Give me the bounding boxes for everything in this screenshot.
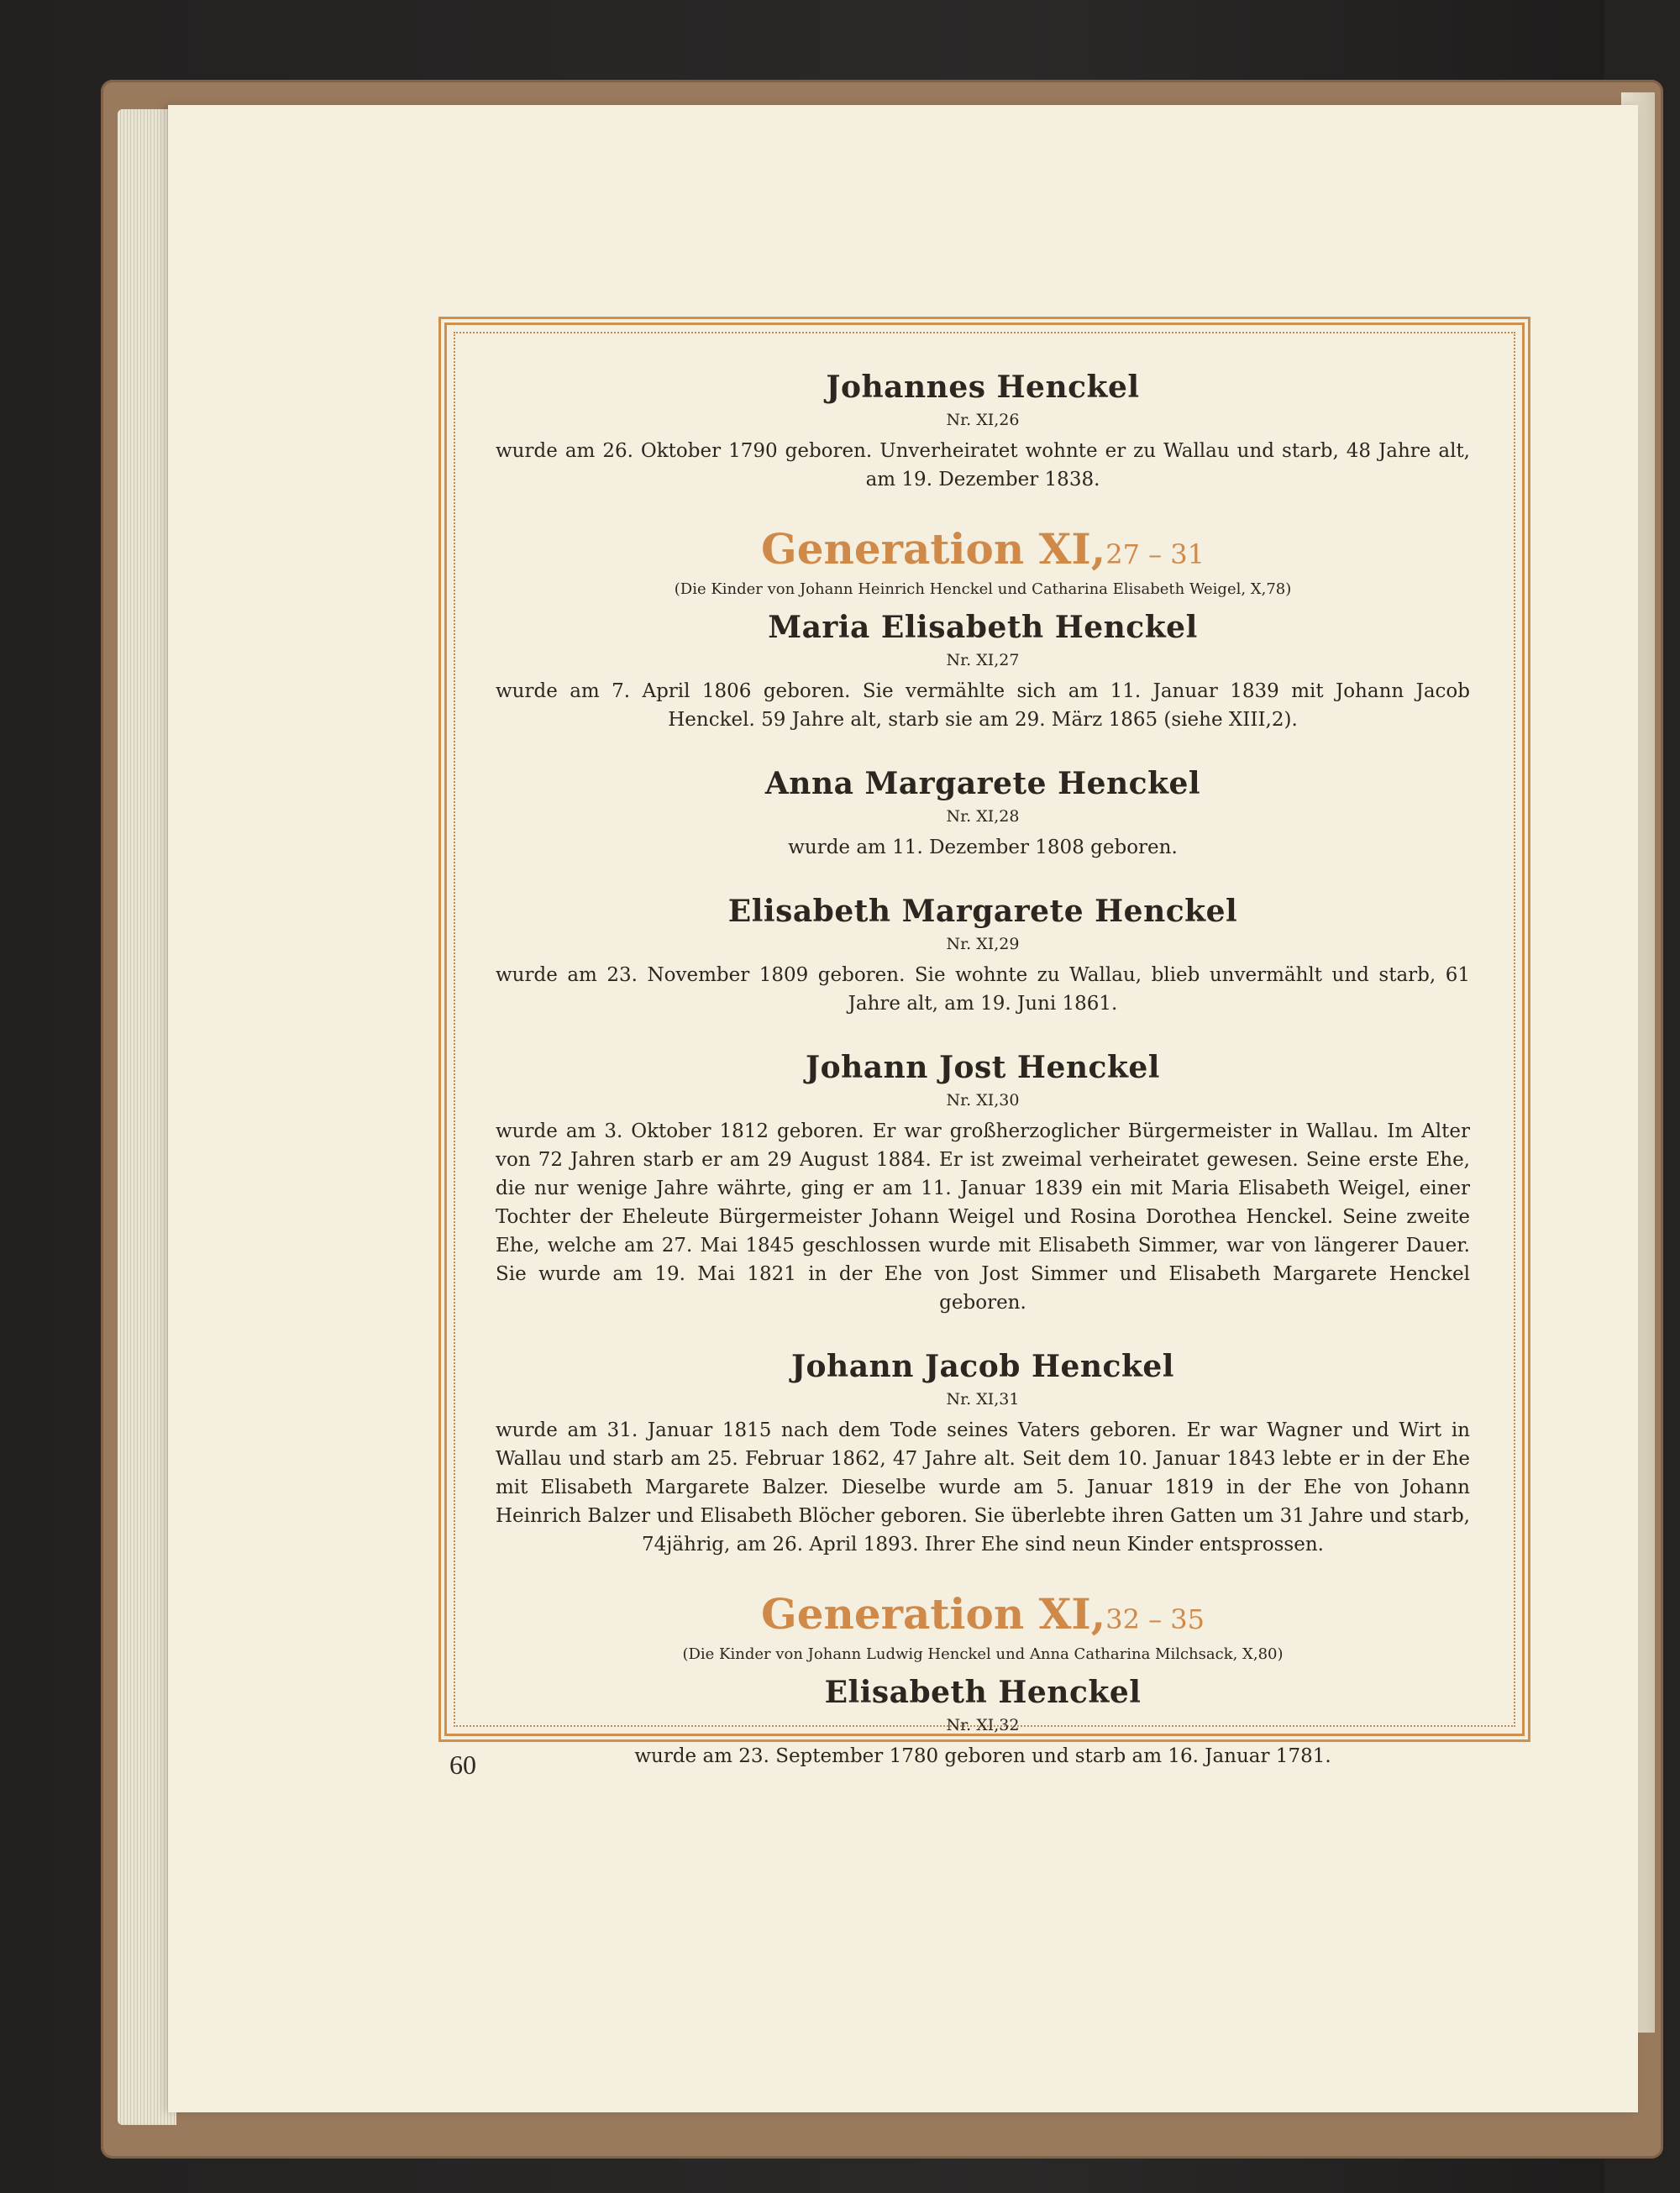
- generation-title: Generation XI,: [761, 1588, 1106, 1639]
- entry-text: wurde am 7. April 1806 geboren. Sie vermählte sich am 11. Januar 1839 mit Johann Jacob Henckel. 59 Jahre alt, starb sie am 29. März 1865 (siehe XIII,2).: [496, 679, 1470, 731]
- entry-text: wurde am 3. Oktober 1812 geboren. Er war großherzoglicher Bürgermeister in Wallau. Im Alter von 72 Jahren starb er am 29 August 1884. Er ist zweimal verheiratet gewesen. Seine erste Ehe, die nur wenige Jahre währte, ging er am 11. Januar 1839 ein mit Maria Elisabeth Weigel, einer Tochter der Eheleute Bürgermeister Johann Weigel und Rosina Dorothea Henckel. Seine zweite Ehe, welche am 27. Mai 1845 geschlossen wurde mit Elisabeth Simmer, war von längerer Dauer. Sie wurde am 19. Mai 1821 in der Ehe von Jost Simmer und Elisabeth Margarete Henckel geboren.: [496, 1120, 1470, 1314]
- entry-name: Maria Elisabeth Henckel: [768, 609, 1198, 645]
- entry-number: Nr. XI,28: [946, 807, 1020, 826]
- entry-text: wurde am 31. Januar 1815 nach dem Tode seines Vaters geboren. Er war Wagner und Wirt in Wallau und starb am 25. Februar 1862, 47 Jahre alt. Seit dem 10. Januar 1843 lebte er in der Ehe mit Elisabeth Margarete Balzer. Dieselbe wurde am 5. Januar 1819 in der Ehe von Johann Heinrich Balzer und Elisabeth Blöcher geboren. Sie überlebte ihren Gatten um 31 Jahre und starb, 74jährig, am 26. April 1893. Ihrer Ehe sind neun Kinder entsprossen.: [496, 1419, 1470, 1556]
- entry-elisabeth-henckel: [496, 1675, 1470, 1771]
- entry-name: Anna Margarete Henckel: [764, 765, 1201, 801]
- entry-number: Nr. XI,26: [946, 411, 1020, 430]
- entry-number: Nr. XI,32: [946, 1716, 1020, 1735]
- entry-text: wurde am 23. November 1809 geboren. Sie wohnte zu Wallau, blieb unvermählt und starb, 61 Jahre alt, am 19. Juni 1861.: [496, 963, 1470, 1015]
- entry-name: Elisabeth Margarete Henckel: [727, 893, 1238, 929]
- generation-subtitle: (Die Kinder von Johann Heinrich Henckel und Catharina Elisabeth Weigel, X,78): [674, 580, 1292, 598]
- entry-name: Elisabeth Henckel: [824, 1674, 1142, 1710]
- generation-heading: [496, 1588, 1470, 1639]
- entry-johannes-henckel: [496, 370, 1470, 494]
- entry-number: Nr. XI,27: [946, 651, 1020, 670]
- entry-number: Nr. XI,30: [946, 1091, 1020, 1110]
- entry-text: wurde am 23. September 1780 geboren und starb am 16. Januar 1781.: [634, 1744, 1331, 1767]
- page-content: [496, 370, 1470, 1802]
- entry-maria-elisabeth-henckel: [496, 610, 1470, 734]
- entry-name: Johannes Henckel: [826, 370, 1140, 405]
- entry-text: wurde am 26. Oktober 1790 geboren. Unverheiratet wohnte er zu Wallau und starb, 48 Jahre alt, am 19. Dezember 1838.: [496, 439, 1470, 491]
- entry-text: wurde am 11. Dezember 1808 geboren.: [788, 836, 1178, 858]
- generation-heading: [496, 523, 1470, 574]
- generation-range: 27 – 31: [1105, 538, 1205, 570]
- entry-number: Nr. XI,31: [946, 1390, 1020, 1409]
- entry-johann-jacob-henckel: [496, 1349, 1470, 1559]
- page-number: 60: [449, 1750, 476, 1780]
- generation-range: 32 – 35: [1105, 1603, 1205, 1635]
- entry-name: Johann Jost Henckel: [806, 1049, 1160, 1085]
- entry-name: Johann Jacob Henckel: [791, 1348, 1174, 1384]
- generation-title: Generation XI,: [761, 523, 1106, 574]
- entry-elisabeth-margarete-henckel: [496, 894, 1470, 1018]
- entry-number: Nr. XI,29: [946, 935, 1020, 954]
- entry-anna-margarete-henckel: [496, 766, 1470, 862]
- generation-subtitle: (Die Kinder von Johann Ludwig Henckel und Anna Catharina Milchsack, X,80): [682, 1645, 1284, 1663]
- entry-johann-jost-henckel: [496, 1050, 1470, 1317]
